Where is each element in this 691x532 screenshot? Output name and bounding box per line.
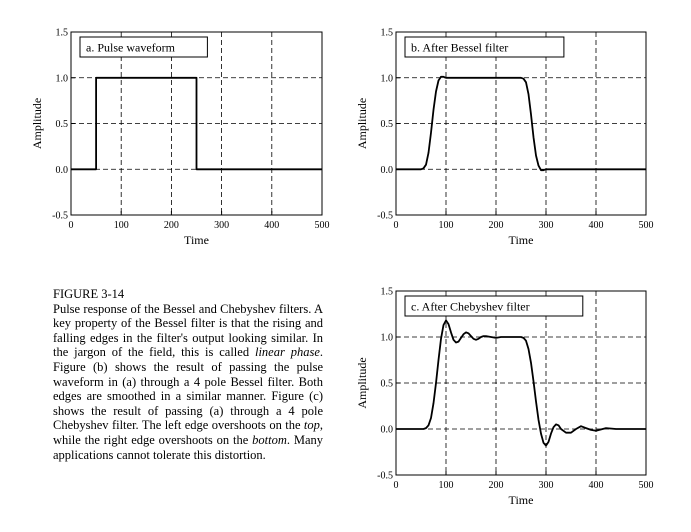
chart-b-xtick-label: 0: [393, 220, 399, 231]
caption-emphasis-linear-phase: linear phase: [254, 345, 320, 360]
chart-a-xtick-label: 400: [264, 220, 280, 231]
chart-a-ytick-label: 0.5: [55, 119, 68, 130]
caption-emphasis-bottom: bottom: [252, 432, 287, 447]
chart-a-ylabel: Amplitude: [30, 97, 44, 150]
caption-text-1: Pulse response of the Bessel and Chebyshev filters. A key property of the Bessel filter is that the rising and falling edges in the filter's output looking similar. In the jargon of the field, this is called: [53, 301, 323, 360]
chart-a-xtick-label: 200: [163, 220, 179, 231]
caption-text-2: . Figure (b) shows the result of passing the pulse waveform in (a) through a 4 pole Bessel filter. Both edges are smoothed in a similar manner. Figure (c) shows the result of passing (a) through a 4 pole Chebyshev filter. The left edge overshoots on the: [53, 345, 323, 433]
chart-c-ytick-label: 1.0: [380, 332, 393, 344]
caption-text-4: . Many applications cannot tolerate this distortion.: [53, 432, 323, 462]
chart-c-xtick-label: 500: [638, 480, 654, 491]
chart-a-ytick-label: -0.5: [52, 210, 68, 222]
chart-b-ytick-label: 1.0: [380, 73, 393, 85]
chart-c-ytick-label: -0.5: [377, 470, 393, 482]
chart-b-title: b. After Bessel filter: [411, 40, 509, 55]
chart-a-xlabel: Time: [184, 233, 209, 247]
chart-c-ylabel: Amplitude: [355, 357, 369, 409]
figure-caption: [53, 287, 323, 462]
chart-b-xtick-label: 200: [488, 220, 504, 231]
chart-a-xtick-label: 300: [214, 220, 230, 231]
chart-a-xtick-label: 500: [314, 220, 330, 231]
chart-c-xtick-label: 0: [393, 480, 399, 491]
chart-b-xtick-label: 300: [538, 220, 554, 231]
chart-a-ytick-label: 1.0: [55, 73, 68, 85]
chart-b-ylabel: Amplitude: [355, 97, 369, 150]
chart-c-ytick-label: 0.5: [380, 378, 393, 390]
chart-a-ytick-label: 0.0: [55, 164, 68, 176]
chart-c-xlabel: Time: [508, 493, 534, 507]
caption-text-3: , while the right edge overshoots on the: [53, 418, 323, 447]
chart-c-xtick-label: 100: [438, 480, 454, 491]
chart-c-title: c. After Chebyshev filter: [411, 299, 530, 314]
chart-c-xtick-label: 200: [488, 480, 504, 491]
chart-b-xtick-label: 100: [438, 220, 454, 231]
chart-b-xlabel: Time: [508, 233, 534, 247]
chart-c-ytick-label: 1.5: [380, 286, 393, 298]
figure-label: FIGURE 3-14: [53, 287, 125, 301]
chart-a-xtick-label: 100: [113, 220, 129, 231]
chart-b-ytick-label: -0.5: [377, 210, 393, 222]
chart-a-title: a. Pulse waveform: [86, 40, 175, 55]
chart-b-ytick-label: 0.0: [380, 164, 393, 176]
chart-b-xtick-label: 500: [638, 220, 654, 231]
chart-b-xtick-label: 400: [588, 220, 604, 231]
chart-c-xtick-label: 300: [538, 480, 554, 491]
chart-b-ytick-label: 1.5: [380, 27, 393, 39]
chart-b-ytick-label: 0.5: [380, 119, 393, 130]
chart-c-xtick-label: 400: [588, 480, 604, 491]
chart-a-series-line: [71, 78, 322, 170]
caption-emphasis-top: top: [303, 418, 320, 433]
chart-c-ytick-label: 0.0: [380, 424, 393, 436]
chart-a-xtick-label: 0: [68, 220, 74, 231]
chart-a-ytick-label: 1.5: [55, 27, 68, 39]
